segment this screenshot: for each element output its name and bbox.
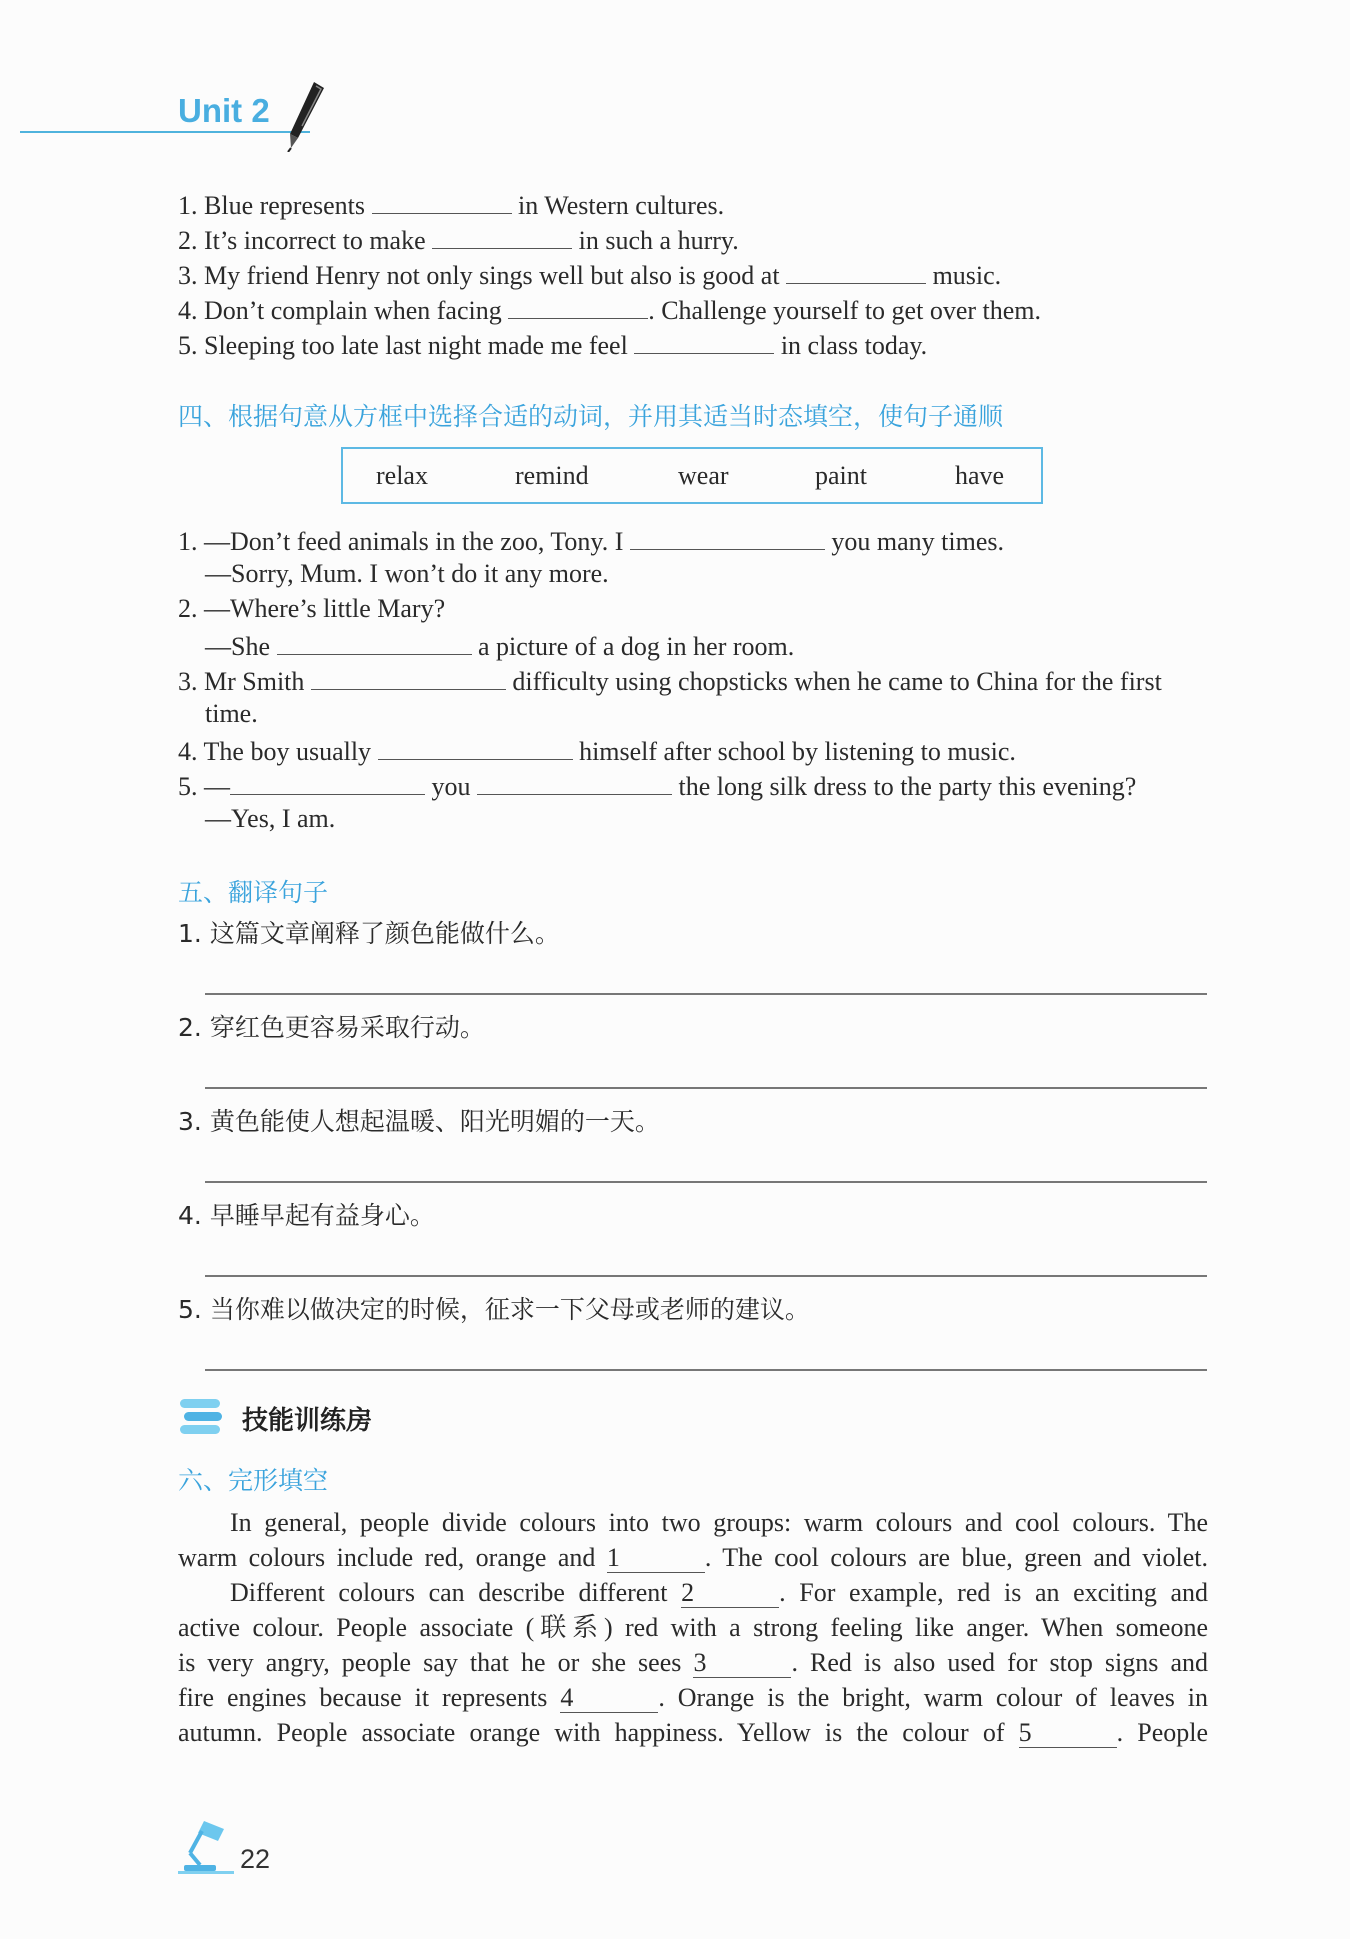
word-option: wear bbox=[678, 461, 729, 490]
s4-q3-cont: time. bbox=[205, 699, 258, 728]
passage-line: active colour. People associate (联系) red with a strong feeling like anger. When someone bbox=[178, 1613, 1208, 1642]
passage-line: Different colours can describe different 2 . For example, red is an exciting and bbox=[230, 1578, 1208, 1607]
cloze-passage bbox=[178, 1505, 1208, 1750]
answer-line[interactable] bbox=[205, 1087, 1207, 1089]
answer-line[interactable] bbox=[205, 1181, 1207, 1183]
answer-blank[interactable] bbox=[477, 768, 672, 795]
answer-line[interactable] bbox=[205, 993, 1207, 995]
passage-line: is very angry, people say that he or she sees 3 . Red is also used for stop signs and bbox=[178, 1648, 1208, 1677]
word-box bbox=[341, 447, 1043, 504]
cloze-blank[interactable]: 4 bbox=[560, 1684, 658, 1713]
answer-blank[interactable] bbox=[230, 768, 425, 795]
pen-icon bbox=[280, 80, 328, 152]
cloze-blank[interactable]: 1 bbox=[607, 1544, 705, 1573]
s3-item-2: 2. It’s incorrect to make in such a hurry. bbox=[178, 222, 739, 257]
passage-line: warm colours include red, orange and 1 . The cool colours are blue, green and violet. bbox=[178, 1543, 1209, 1572]
s5-item-4: 4. 早睡早起有益身心。 bbox=[178, 1201, 435, 1230]
desk-lamp-icon bbox=[178, 1817, 234, 1875]
s4-q5: 5. — you the long silk dress to the party this evening? bbox=[178, 768, 1136, 803]
page-number: 22 bbox=[240, 1844, 271, 1874]
word-option: remind bbox=[515, 461, 589, 490]
s3-item-4: 4. Don’t complain when facing . Challenge yourself to get over them. bbox=[178, 292, 1041, 327]
s4-q1-reply: —Sorry, Mum. I won’t do it any more. bbox=[205, 559, 609, 588]
unit-title: Unit 2 bbox=[178, 92, 270, 129]
s4-q2: 2. —Where’s little Mary? bbox=[178, 594, 446, 623]
section4-title: 四、根据句意从方框中选择合适的动词，并用其适当时态填空，使句子通顺 bbox=[178, 402, 1004, 431]
header-rule bbox=[20, 131, 310, 133]
word-option: relax bbox=[376, 461, 428, 490]
s3-item-5: 5. Sleeping too late last night made me feel in class today. bbox=[178, 327, 927, 362]
s5-item-2: 2. 穿红色更容易采取行动。 bbox=[178, 1013, 485, 1042]
word-option: paint bbox=[815, 461, 867, 490]
s4-q1: 1. —Don’t feed animals in the zoo, Tony. I you many times. bbox=[178, 523, 1004, 558]
cloze-blank[interactable]: 2 bbox=[681, 1579, 779, 1608]
s3-item-1: 1. Blue represents in Western cultures. bbox=[178, 187, 724, 222]
cloze-blank[interactable]: 3 bbox=[693, 1649, 791, 1678]
s5-item-1: 1. 这篇文章阐释了颜色能做什么。 bbox=[178, 919, 560, 948]
word-option: have bbox=[955, 461, 1005, 490]
answer-blank[interactable] bbox=[630, 523, 825, 550]
s5-item-3: 3. 黄色能使人想起温暖、阳光明媚的一天。 bbox=[178, 1107, 660, 1136]
section5-title: 五、翻译句子 bbox=[178, 878, 329, 907]
s3-item-3: 3. My friend Henry not only sings well but also is good at music. bbox=[178, 257, 1001, 292]
passage-line: In general, people divide colours into two groups: warm colours and cool colours. The bbox=[230, 1508, 1208, 1537]
s4-q5-reply: —Yes, I am. bbox=[205, 804, 336, 833]
answer-blank[interactable] bbox=[311, 663, 506, 690]
answer-line[interactable] bbox=[205, 1275, 1207, 1277]
answer-blank[interactable] bbox=[372, 187, 512, 214]
answer-blank[interactable] bbox=[634, 327, 774, 354]
answer-blank[interactable] bbox=[508, 292, 648, 319]
answer-blank[interactable] bbox=[432, 222, 572, 249]
skills-title: 技能训练房 bbox=[242, 1406, 373, 1436]
passage-line: fire engines because it represents 4 . Orange is the bright, warm colour of leaves in bbox=[178, 1683, 1209, 1712]
answer-line[interactable] bbox=[205, 1369, 1207, 1371]
answer-blank[interactable] bbox=[277, 628, 472, 655]
passage-line: autumn. People associate orange with happiness. Yellow is the colour of 5 . People bbox=[178, 1718, 1208, 1747]
skills-icon bbox=[178, 1397, 224, 1441]
s4-q3: 3. Mr Smith difficulty using chopsticks when he came to China for the first bbox=[178, 663, 1162, 698]
cloze-blank[interactable]: 5 bbox=[1019, 1719, 1117, 1748]
answer-blank[interactable] bbox=[378, 733, 573, 760]
s4-q4: 4. The boy usually himself after school by listening to music. bbox=[178, 733, 1016, 768]
s4-q2-answer: —She a picture of a dog in her room. bbox=[205, 628, 794, 663]
s5-item-5: 5. 当你难以做决定的时候，征求一下父母或老师的建议。 bbox=[178, 1295, 810, 1324]
section6-title: 六、完形填空 bbox=[178, 1466, 329, 1495]
answer-blank[interactable] bbox=[786, 257, 926, 284]
